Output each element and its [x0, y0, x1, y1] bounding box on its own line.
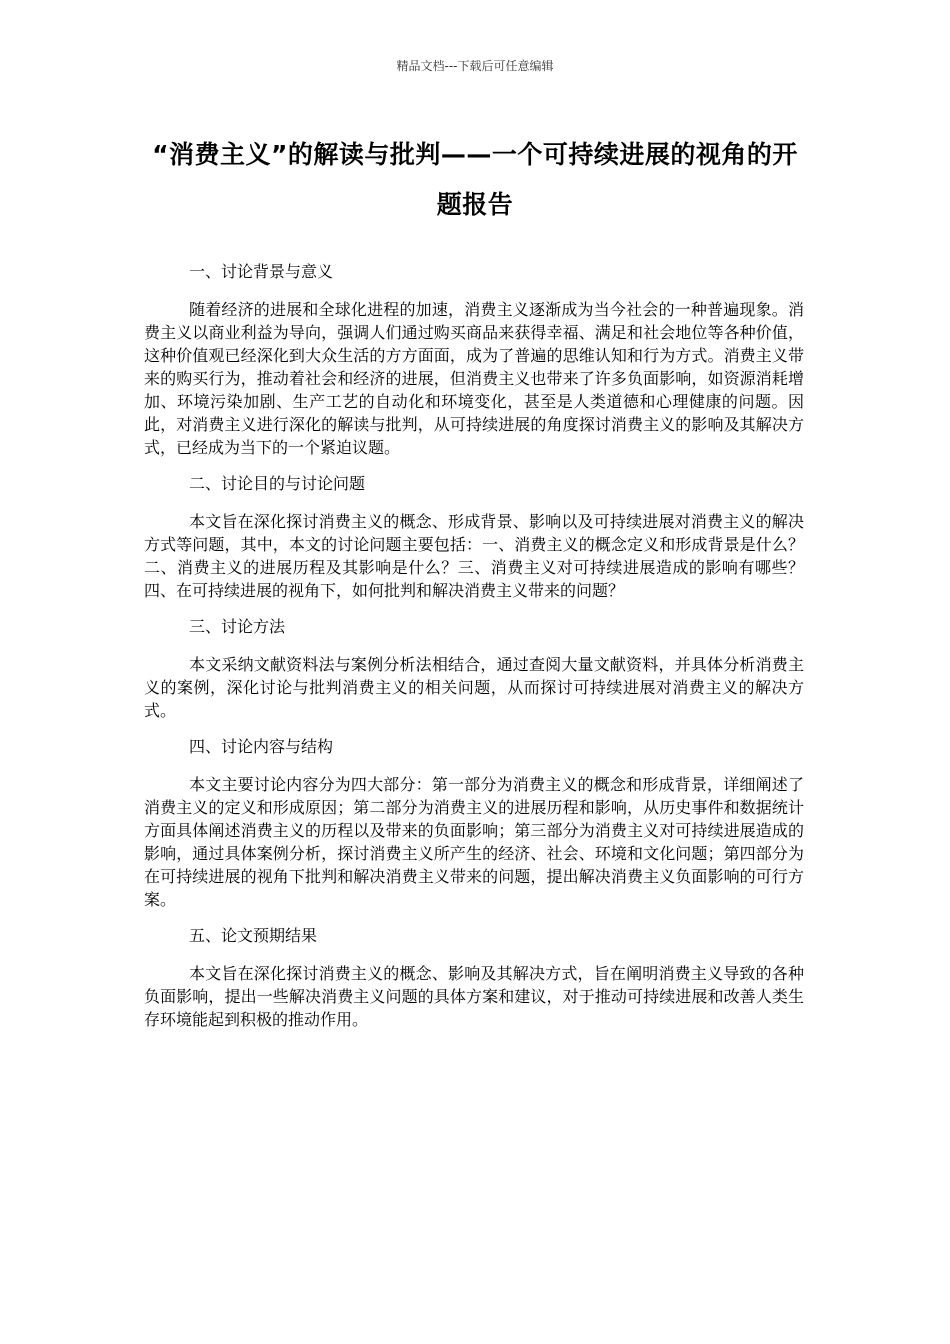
section-expected-results [144, 926, 804, 1031]
section-purpose [144, 474, 804, 602]
section-body: 本文主要讨论内容分为四大部分：第一部分为消费主义的概念和形成背景，详细阐述了消费主义的定义和形成原因；第二部分为消费主义的进展历程和影响，从历史事件和数据统计方面具体阐述消费主义的历程以及带来的负面影响；第三部分为消费主义对可持续进展造成的影响，通过具体案例分析，探讨消费主义所产生的经济、社会、环境和文化问题；第四部分为在可持续进展的视角下批判和解决消费主义带来的问题，提出解决消费主义负面影响的可行方案。 [144, 775, 804, 909]
section-method [144, 617, 804, 722]
section-background [144, 262, 804, 459]
document-content [144, 262, 804, 1046]
section-body: 随着经济的进展和全球化进程的加速，消费主义逐渐成为当今社会的一种普遍现象。消费主义以商业利益为导向，强调人们通过购买商品来获得幸福、满足和社会地位等各种价值，这种价值观已经深化到大众生活的方方面面，成为了普遍的思维认知和行为方式。消费主义带来的购买行为，推动着社会和经济的进展，但消费主义也带来了许多负面影响，如资源消耗增加、环境污染加剧、生产工艺的自动化和环境变化，甚至是人类道德和心理健康的问题。因此，对消费主义进行深化的解读与批判，从可持续进展的角度探讨消费主义的影响及其解决方式，已经成为当下的一个紧迫议题。 [144, 300, 804, 457]
document-title: “消费主义”的解读与批判——一个可持续进展的视角的开题报告 [152, 140, 798, 219]
section-structure [144, 737, 804, 911]
section-body: 本文旨在深化探讨消费主义的概念、形成背景、影响以及可持续进展对消费主义的解决方式等问题，其中，本文的讨论问题主要包括：一、消费主义的概念定义和形成背景是什么？二、消费主义的进展历程及其影响是什么？三、消费主义对可持续进展造成的影响有哪些？四、在可持续进展的视角下，如何批判和解决消费主义带来的问题？ [144, 512, 804, 600]
section-heading: 三、讨论方法 [189, 617, 286, 636]
section-body: 本文采纳文献资料法与案例分析法相结合，通过查阅大量文献资料，并具体分析消费主义的案例，深化讨论与批判消费主义的相关问题，从而探讨可持续进展对消费主义的解决方式。 [144, 655, 804, 720]
section-heading: 一、讨论背景与意义 [189, 262, 334, 281]
section-body: 本文旨在深化探讨消费主义的概念、影响及其解决方式，旨在阐明消费主义导致的各种负面影响，提出一些解决消费主义问题的具体方案和建议，对于推动可持续进展和改善人类生存环境能起到积极的推动作用。 [144, 964, 804, 1029]
section-heading: 五、论文预期结果 [189, 926, 318, 945]
header-note: 精品文档---下载后可任意编辑 [396, 59, 554, 73]
section-heading: 二、讨论目的与讨论问题 [189, 474, 366, 493]
section-heading: 四、讨论内容与结构 [189, 737, 334, 756]
